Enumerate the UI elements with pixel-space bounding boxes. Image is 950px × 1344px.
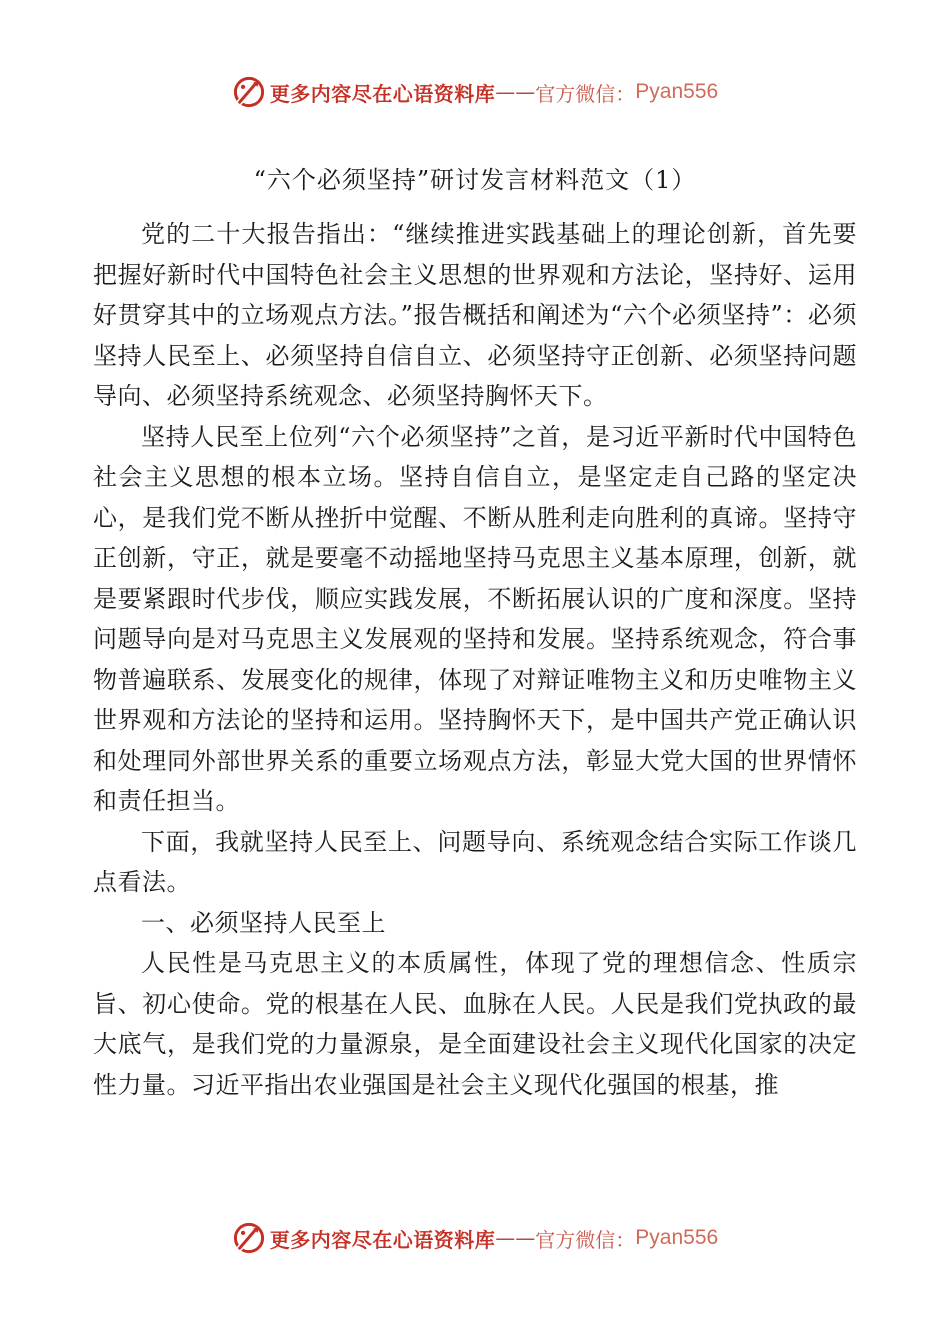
section-heading: 一、必须坚持人民至上 [141,908,386,937]
brand-text: 更多内容尽在心语资料库 [269,1227,496,1252]
paragraph-overview: 坚持人民至上位列“六个必须坚持”之首，是习近平新时代中国特色社会主义思想的根本立场。坚持自信自立，是坚定走自己路的坚定决心，是我们党不断从挫折中觉醒、不断从胜利走向胜利的真谛。坚持守正创新，守正，就是要毫不动摇地坚持马克思主义基本原理，创新，就是要紧跟时代步伐，顺应实践发展，不断拓展认识的广度和深度。坚持问题导向是对马克思主义发展观的坚持和发展。坚持系统观念，符合事物普遍联系、发展变化的规律，体现了对辩证唯物主义和历史唯物主义世界观和方法论的坚持和运用。坚持胸怀天下，是中国共产党正确认识和处理同外部世界关系的重要立场观点方法，彰显大党大国的世界情怀和责任担当。 [93,422,857,815]
wechat-label: 官方微信： [535,1227,636,1252]
wechat-id: Pyan556 [635,1226,719,1249]
document-title: “六个必须坚持”研讨发言材料范文（1） [253,166,697,194]
paragraph-section-one: 人民性是马克思主义的本质属性，体现了党的理想信念、性质宗旨、初心使命。党的根基在人民、血脉在人民。人民是我们党执政的最大底气，是我们党的力量源泉，是全面建设社会主义现代化国家的决定性力量。习近平指出农业强国是社会主义现代化强国的根基，推 [93,949,857,1099]
paragraph-transition: 下面，我就坚持人民至上、问题导向、系统观念结合实际工作谈几点看法。 [93,827,857,896]
brand-separator: —— [495,80,536,104]
wechat-id: Pyan556 [635,80,719,103]
pen-logo-icon [232,1221,266,1255]
wechat-label: 官方微信： [535,81,636,106]
footer-banner [0,1216,950,1260]
document-body [93,214,857,1105]
brand-text: 更多内容尽在心语资料库 [269,81,496,106]
pen-logo-icon [232,75,266,109]
brand-separator: —— [495,1226,536,1250]
header-banner [0,70,950,114]
paragraph-intro: 党的二十大报告指出：“继续推进实践基础上的理论创新，首先要把握好新时代中国特色社会主义思想的世界观和方法论，坚持好、运用好贯穿其中的立场观点方法。”报告概括和阐述为“六个必须坚持”：必须坚持人民至上、必须坚持自信自立、必须坚持守正创新、必须坚持问题导向、必须坚持系统观念、必须坚持胸怀天下。 [93,220,857,410]
